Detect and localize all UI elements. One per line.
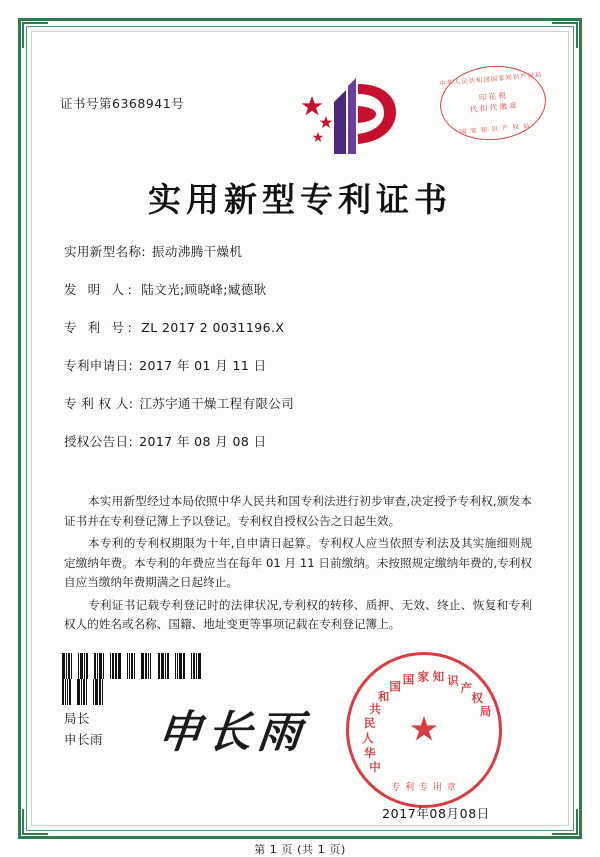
value-patentee: 江苏宇通干燥工程有限公司: [139, 396, 295, 411]
field-application-date: [64, 356, 544, 374]
legal-text-block: [64, 492, 532, 638]
page-title: 实用新型专利证书: [148, 180, 452, 219]
signature-title: 局长: [64, 711, 91, 726]
certificate-content: [46, 46, 554, 856]
seal-date: 2017年08月08日: [382, 806, 490, 821]
corner-ornament-top-left: [22, 22, 48, 48]
value-inventors: 陆文光;顾晓峰;臧德耿: [141, 282, 267, 297]
field-utility-model-name: [64, 242, 544, 260]
label-utility-model-name: 实用新型名称:: [64, 244, 147, 259]
field-grant-announcement-date: [64, 432, 544, 450]
handwritten-signature: 申长雨: [154, 707, 311, 758]
value-patent-number: ZL 2017 2 0031196.X: [141, 320, 285, 335]
label-application-date: 专利申请日:: [64, 358, 134, 373]
label-patentee: 专 利 权 人:: [64, 396, 134, 411]
tax-stamp-line2: 代 扣 代 缴 章: [469, 100, 518, 115]
field-patentee: [64, 394, 544, 412]
page-footer: 第 1 页 (共 1 页): [254, 843, 346, 856]
value-utility-model-name: 振动沸腾干燥机: [152, 244, 243, 259]
seal-star-icon: ★: [408, 709, 440, 750]
signature-name: 申长雨: [64, 732, 104, 747]
corner-ornament-bottom-right: [552, 809, 578, 835]
signature-block: [64, 708, 103, 750]
label-patent-number: 专 利 号:: [64, 320, 136, 335]
value-grant-announcement-date: 2017 年 08 月 08 日: [139, 434, 267, 449]
seal-bottom-text: 专 利 专 用 章: [391, 783, 457, 793]
field-inventors: [64, 280, 544, 298]
tax-stamp-middle: [440, 87, 546, 118]
barcode: [62, 653, 202, 679]
certificate-number: 证书号第6368941号: [60, 96, 185, 111]
corner-ornament-top-right: [552, 22, 578, 48]
tax-stamp-seal: [437, 62, 549, 145]
sipo-logo: [296, 76, 406, 158]
seal-arc-text: 中 华 人 民 共 和 国 国 家 知 识 产 权 局: [362, 669, 492, 775]
value-application-date: 2017 年 01 月 11 日: [139, 358, 267, 373]
label-inventors: 发 明 人:: [64, 282, 136, 297]
legal-paragraph-2: 本专利的专利权期限为十年,自申请日起算。专利权人应当依照专利法及其实施细则规定缴纳年费。本专利的年费应当在每年 01 月 11 日前缴纳。未按照规定缴纳年费的,专利权自应当缴纳年费期满之日起终止。: [64, 536, 532, 589]
tax-stamp-line1: 印 花 税: [478, 90, 507, 103]
legal-paragraph-1: 本实用新型经过本局依照中华人民共和国专利法进行初步审查,决定授予专利权,颁发本证书并在专利登记簿上予以登记。专利权自授权公告之日起生效。: [64, 494, 532, 528]
legal-paragraph-3: 专利证书记载专利登记时的法律状况,专利权的转移、质押、无效、终止、恢复和专利权人的姓名或名称、国籍、地址变更等事项记载在专利登记簿上。: [64, 597, 532, 631]
corner-ornament-bottom-left: [22, 809, 48, 835]
tax-stamp-arc-top: 中华人民共和国国家知识产权局: [439, 71, 543, 88]
field-list: [64, 242, 544, 470]
tax-stamp-arc-bottom: 国 家 知 识 产 权 局: [459, 122, 531, 136]
label-grant-announcement-date: 授权公告日:: [64, 434, 134, 449]
field-patent-number: [64, 318, 544, 336]
official-round-seal: [346, 652, 502, 808]
